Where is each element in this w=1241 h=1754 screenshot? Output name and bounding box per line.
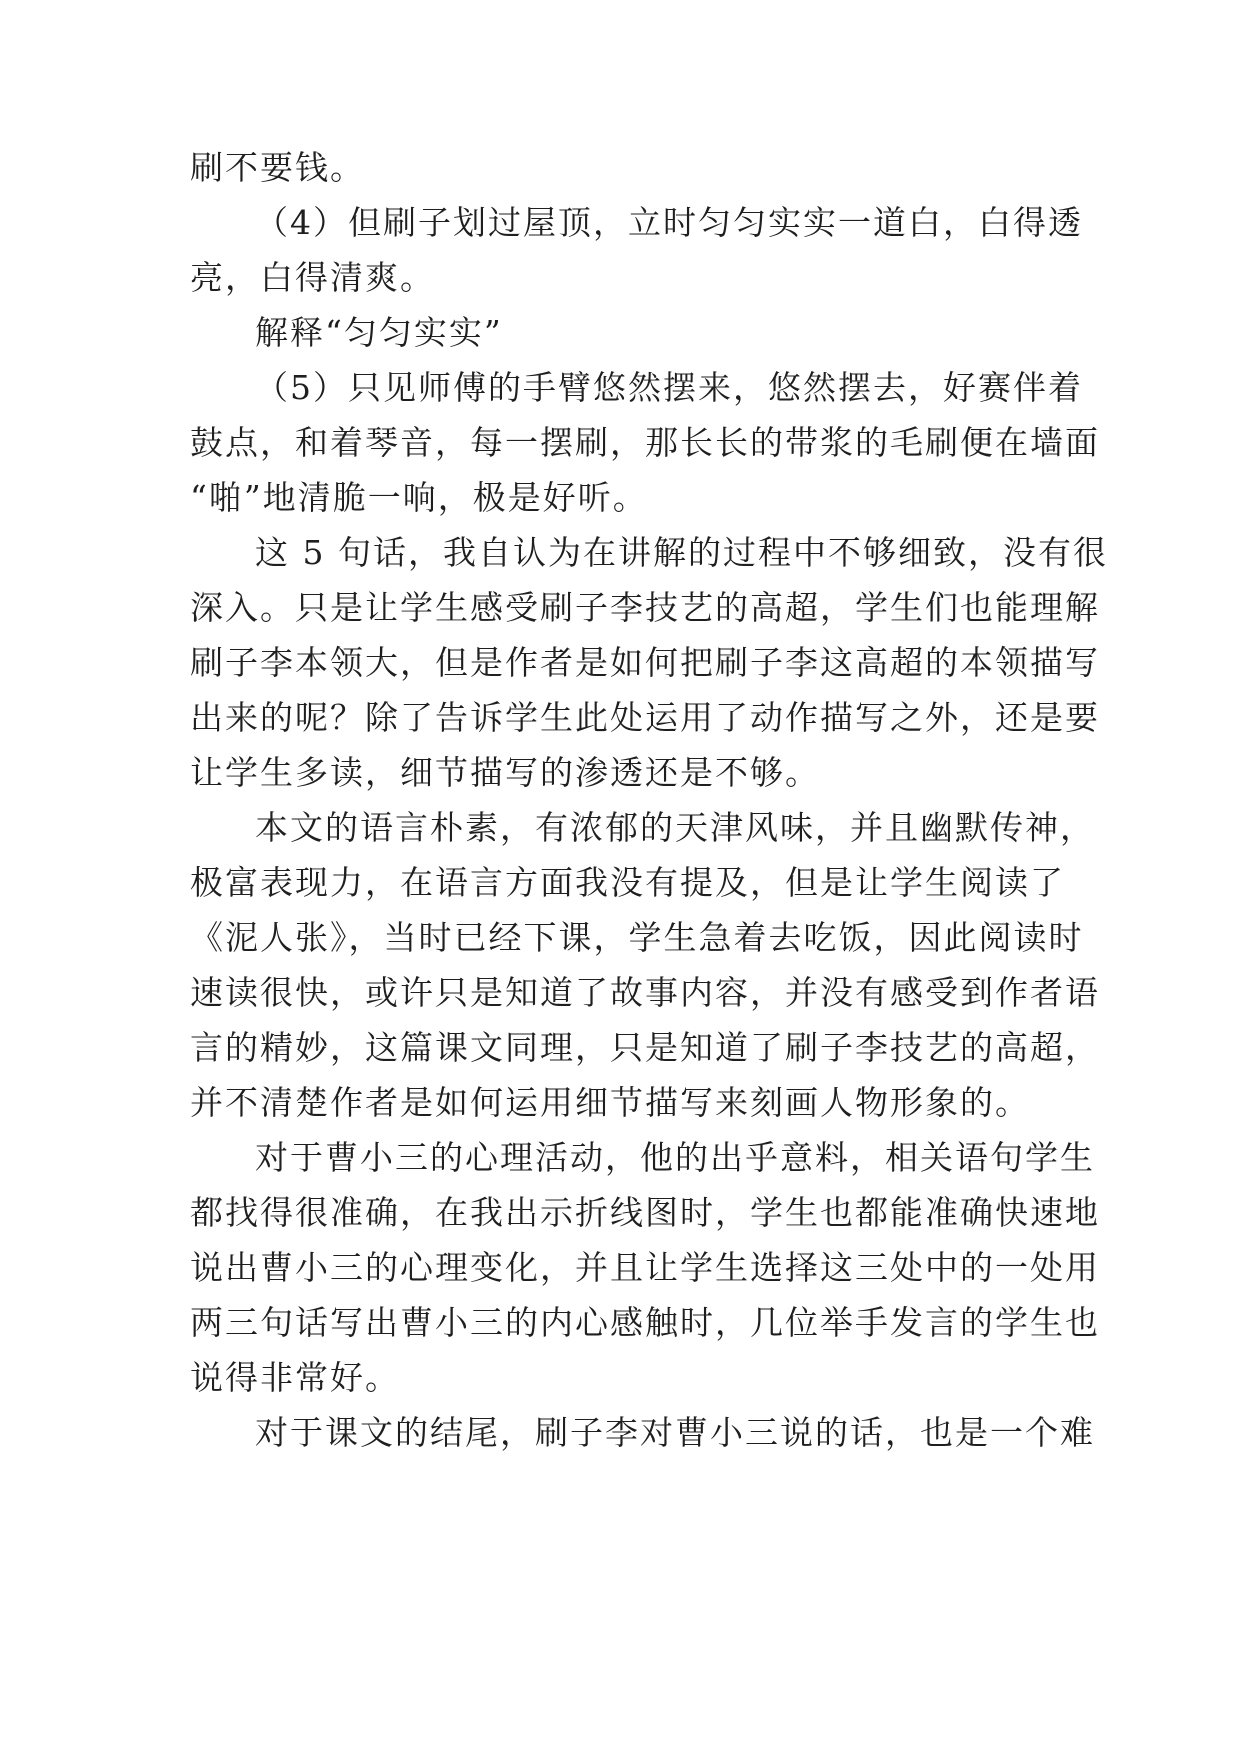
text-line: 说出曹小三的心理变化，并且让学生选择这三处中的一处用 (190, 1248, 1100, 1287)
text-line: 说得非常好。 (190, 1358, 400, 1397)
text-line: （4）但刷子划过屋顶，立时匀匀实实一道白，白得透 (255, 203, 1083, 242)
text-line: 刷不要钱。 (190, 148, 365, 187)
text-line: 解释“匀匀实实” (255, 313, 503, 352)
text-line: 鼓点，和着琴音，每一摆刷，那长长的带浆的毛刷便在墙面 (190, 423, 1100, 462)
text-line: 极富表现力，在语言方面我没有提及，但是让学生阅读了 (190, 863, 1065, 902)
text-line: 《泥人张》，当时已经下课，学生急着去吃饭，因此阅读时 (190, 918, 1084, 957)
text-line: 亮，白得清爽。 (190, 258, 435, 297)
text-line: 两三句话写出曹小三的内心感触时，几位举手发言的学生也 (190, 1303, 1100, 1342)
text-line: 对于课文的结尾，刷子李对曹小三说的话，也是一个难 (255, 1413, 1095, 1452)
text-line: 本文的语言朴素，有浓郁的天津风味，并且幽默传神， (255, 808, 1095, 847)
text-line: 深入。只是让学生感受刷子李技艺的高超，学生们也能理解 (190, 588, 1100, 627)
text-line: 对于曹小三的心理活动，他的出乎意料，相关语句学生 (255, 1138, 1095, 1177)
text-line: 速读很快，或许只是知道了故事内容，并没有感受到作者语 (190, 973, 1100, 1012)
text-line: 言的精妙，这篇课文同理，只是知道了刷子李技艺的高超， (190, 1028, 1100, 1067)
text-line: 并不清楚作者是如何运用细节描写来刻画人物形象的。 (190, 1083, 1030, 1122)
text-line: “啪”地清脆一响，极是好听。 (190, 478, 648, 517)
text-line: 刷子李本领大，但是作者是如何把刷子李这高超的本领描写 (190, 643, 1100, 682)
text-line: 都找得很准确，在我出示折线图时，学生也都能准确快速地 (190, 1193, 1100, 1232)
text-line: 出来的呢？除了告诉学生此处运用了动作描写之外，还是要 (190, 698, 1100, 737)
text-line: （5）只见师傅的手臂悠然摆来，悠然摆去，好赛伴着 (255, 368, 1083, 407)
text-line: 让学生多读，细节描写的渗透还是不够。 (190, 753, 820, 792)
text-line: 这 5 句话，我自认为在讲解的过程中不够细致，没有很 (255, 533, 1108, 572)
